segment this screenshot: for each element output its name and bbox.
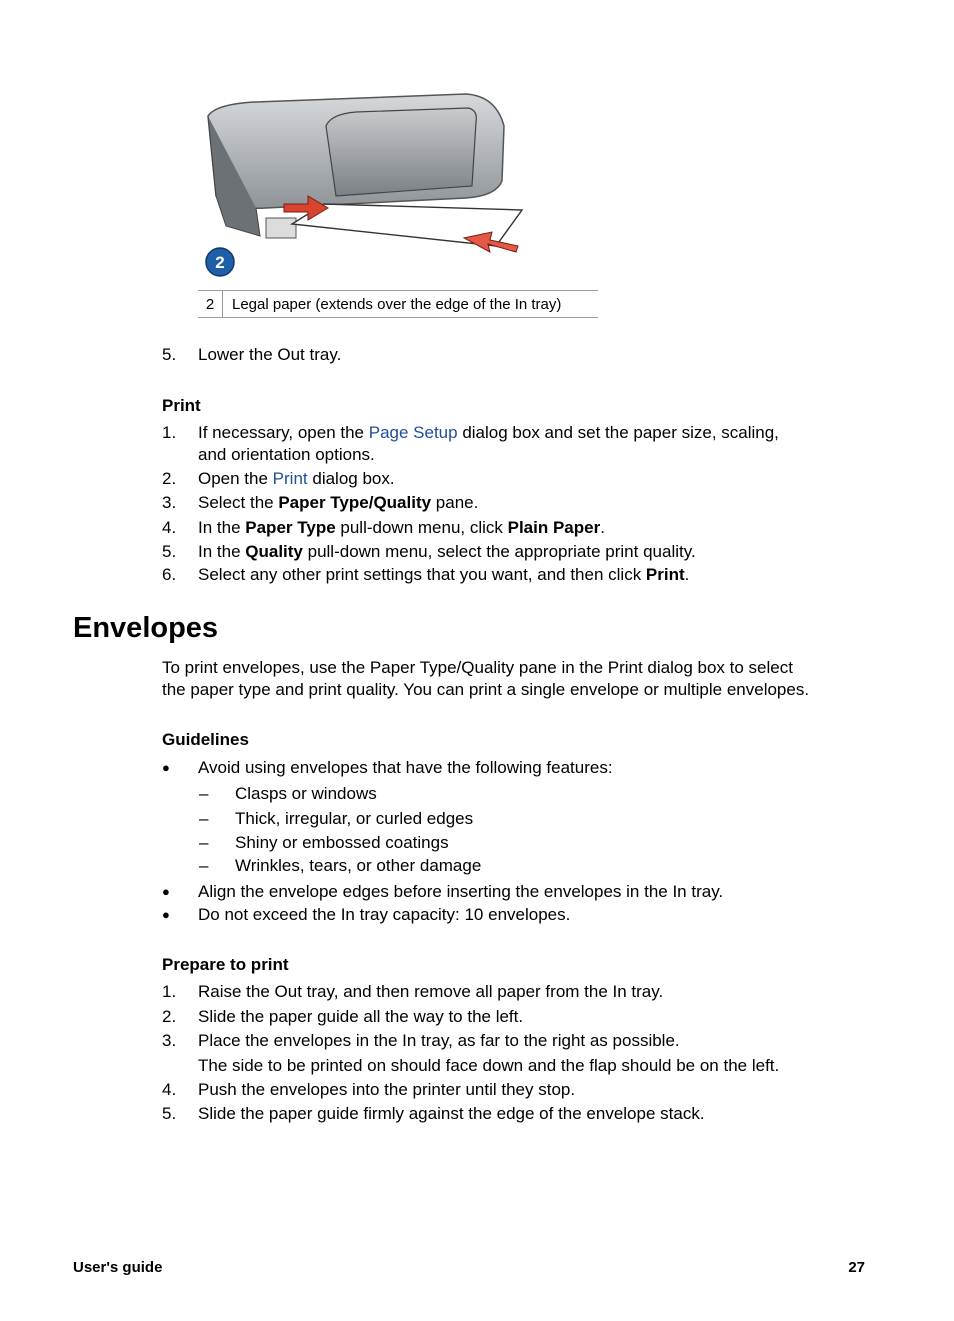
footer-title: User's guide: [73, 1259, 163, 1276]
step-text: Place the envelopes in the In tray, as far to the right as possible.: [198, 1031, 680, 1050]
intro-paragraph-line: the paper type and print quality. You can print a single envelope or multiple envelopes.: [162, 680, 810, 699]
step-text: Push the envelopes into the printer until they stop.: [198, 1080, 576, 1099]
sub-bullet-text: Clasps or windows: [235, 784, 377, 803]
step-number: 4.: [162, 518, 177, 537]
bullet-icon: ●: [162, 884, 170, 899]
dash-marker: –: [199, 784, 209, 803]
step-number: 5.: [162, 1104, 177, 1123]
bullet-icon: ●: [162, 907, 170, 922]
step-badge-label: 2: [215, 253, 225, 272]
step-text: Slide the paper guide firmly against the edge of the envelope stack.: [198, 1104, 705, 1123]
bullet-icon: ●: [162, 760, 170, 775]
step-text: Lower the Out tray.: [198, 345, 342, 364]
dash-marker: –: [199, 833, 209, 852]
page-setup-link[interactable]: Page Setup: [368, 423, 458, 442]
step-text: Slide the paper guide all the way to the left.: [198, 1007, 524, 1026]
step-text: Raise the Out tray, and then remove all paper from the In tray.: [198, 982, 664, 1001]
section-heading-guidelines: Guidelines: [162, 730, 249, 749]
printer-drawing: [196, 86, 536, 286]
step-text: and orientation options.: [198, 445, 375, 464]
bullet-text: Avoid using envelopes that have the following features:: [198, 758, 613, 777]
step-number: 1.: [162, 423, 177, 442]
page-title: Envelopes: [73, 612, 219, 644]
step-number: 6.: [162, 565, 177, 584]
sub-bullet-text: Thick, irregular, or curled edges: [235, 809, 474, 828]
step-number: 5.: [162, 345, 177, 364]
page-number: 27: [848, 1259, 865, 1276]
step-number: 5.: [162, 542, 177, 561]
sub-bullet-text: Shiny or embossed coatings: [235, 833, 449, 852]
step-text: In the Quality pull-down menu, select the appropriate print quality.: [198, 542, 696, 561]
step-text: If necessary, open the Page Setup dialog box and set the paper size, scaling,: [198, 423, 779, 442]
printer-illustration: [196, 86, 536, 286]
caption-number: 2: [198, 291, 223, 317]
step-text: The side to be printed on should face down and the flap should be on the left.: [198, 1056, 780, 1075]
step-text: In the Paper Type pull-down menu, click Plain Paper.: [198, 518, 605, 537]
print-link[interactable]: Print: [272, 469, 308, 488]
caption-text: Legal paper (extends over the edge of the In tray): [232, 295, 562, 313]
step-text: Select any other print settings that you want, and then click Print.: [198, 565, 690, 584]
sub-bullet-text: Wrinkles, tears, or other damage: [235, 856, 482, 875]
bullet-text: Do not exceed the In tray capacity: 10 envelopes.: [198, 905, 571, 924]
bullet-text: Align the envelope edges before inserting the envelopes in the In tray.: [198, 882, 724, 901]
step-text: Select the Paper Type/Quality pane.: [198, 493, 479, 512]
section-heading-prepare: Prepare to print: [162, 955, 289, 974]
step-number: 3.: [162, 493, 177, 512]
step-number: 2.: [162, 469, 177, 488]
step-number: 2.: [162, 1007, 177, 1026]
step-number: 3.: [162, 1031, 177, 1050]
figure-caption: [198, 290, 598, 318]
section-heading-print: Print: [162, 396, 201, 415]
step-number: 4.: [162, 1080, 177, 1099]
dash-marker: –: [199, 809, 209, 828]
intro-paragraph-line: To print envelopes, use the Paper Type/Quality pane in the Print dialog box to select: [162, 658, 793, 677]
step-text: Open the Print dialog box.: [198, 469, 395, 488]
dash-marker: –: [199, 856, 209, 875]
step-number: 1.: [162, 982, 177, 1001]
